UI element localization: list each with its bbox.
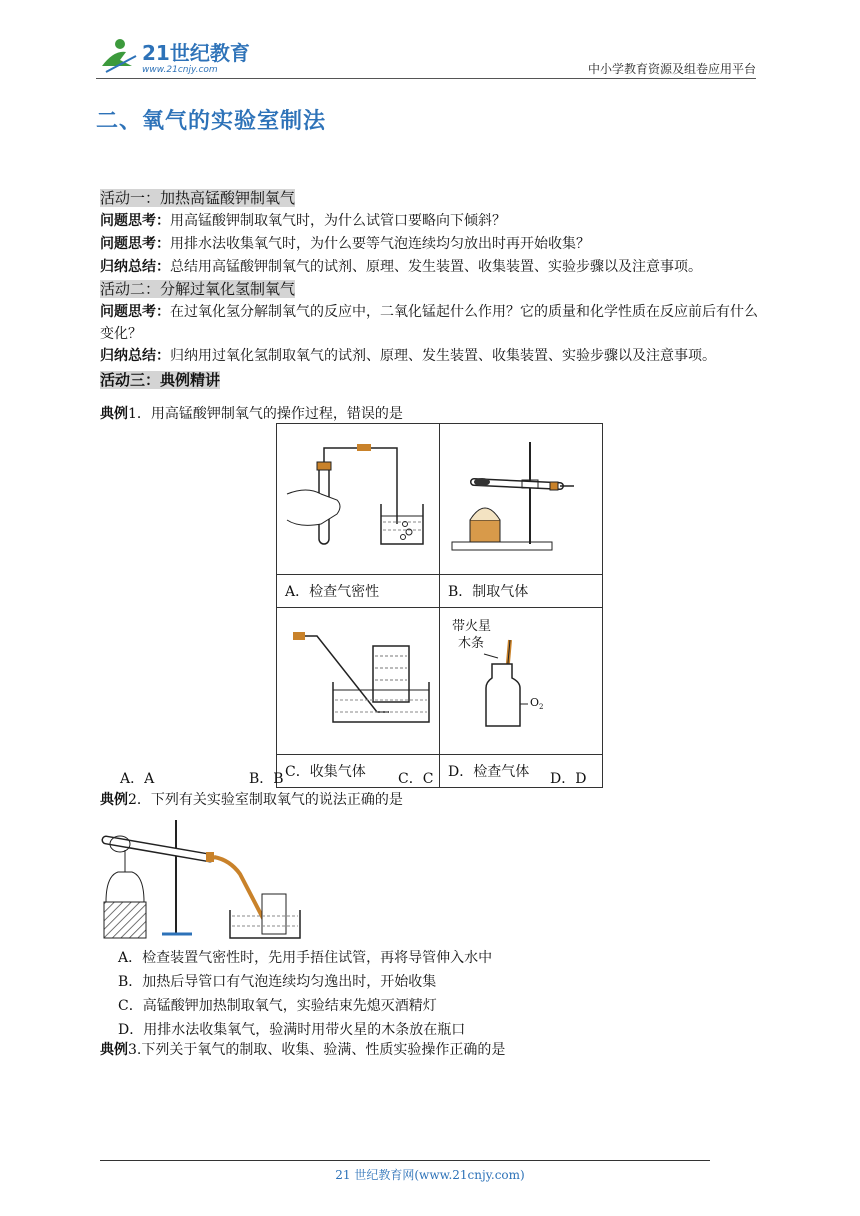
example2-choice-d[interactable]: D．用排水法收集氧气，验满时用带火星的木条放在瓶口 [118, 1022, 466, 1038]
activity1-q1: 问题思考：用高锰酸钾制取氧气时，为什么试管口要略向下倾斜？ [100, 213, 506, 229]
header-divider [96, 78, 756, 79]
logo-url: www.21cnjy.com [142, 65, 218, 75]
page-title: 二、氧气的实验室制法 [96, 109, 327, 134]
example2-choice-b[interactable]: B．加热后导管口有气泡连续均匀逸出时，开始收集 [118, 974, 437, 990]
example2-choice-c[interactable]: C．高锰酸钾加热制取氧气，实验结束先熄灭酒精灯 [118, 998, 437, 1014]
activity1-q2: 问题思考：用排水法收集氧气时，为什么要等气泡连续均匀放出时再开始收集？ [100, 236, 590, 252]
option-b[interactable]: B．B [249, 771, 284, 787]
example1-stem: 典例1．用高锰酸钾制氧气的操作过程，错误的是 [100, 406, 403, 422]
gas-label: $O_2$ [530, 696, 544, 712]
site-logo [96, 36, 256, 76]
activity1-summary: 归纳总结：总结用高锰酸钾制氧气的试剂、原理、发生装置、收集装置、实验步骤以及注意事项。 [100, 259, 702, 275]
activity2-question: 问题思考：在过氧化氢分解制氧气的反应中，二氧化锰起什么作用？它的质量和化学性质在反应前后有什么变化？ [100, 304, 758, 342]
example3-stem: 典例3.下列关于氧气的制取、收集、验满、性质实验操作正确的是 [100, 1042, 506, 1058]
option-d[interactable]: D．D [550, 771, 587, 787]
match-label-2: 木条 [458, 636, 485, 651]
figure-c-collect-gas [277, 608, 440, 755]
example2-choice-a[interactable]: A．检查装置气密性时，先用手捂住试管，再将导管伸入水中 [118, 950, 493, 966]
logo-text: 21世纪教育 [142, 41, 250, 65]
activity3-heading: 活动三：典例精讲 [100, 371, 221, 389]
caption-a: A．检查气密性 [277, 575, 440, 608]
activity2-summary: 归纳总结：归纳用过氧化氢制取氧气的试剂、原理、发生装置、收集装置、实验步骤以及注意事项。 [100, 348, 716, 364]
option-a[interactable]: A．A [120, 771, 155, 787]
caption-d: D．检查气体 [440, 755, 603, 788]
option-c[interactable]: C．C [398, 771, 434, 787]
example2-stem: 典例2．下列有关实验室制取氧气的说法正确的是 [100, 792, 403, 808]
caption-c: C．收集气体 [277, 755, 440, 788]
footer-divider [100, 1160, 710, 1161]
example1-figure-grid [276, 423, 603, 788]
activity1-heading: 活动一：加热高锰酸钾制氧气 [100, 189, 296, 207]
figure-a-airtight-check [277, 424, 440, 575]
caption-b: B．制取气体 [440, 575, 603, 608]
activity2-heading: 活动二：分解过氧化氢制氧气 [100, 280, 296, 298]
figure-d-check-gas [440, 608, 603, 755]
footer-text: 21 世纪教育网(www.21cnjy.com) [335, 1168, 525, 1182]
figure-b-produce-gas [440, 424, 603, 575]
match-label-1: 带火星 [452, 619, 492, 634]
header-right-text: 中小学教育资源及组卷应用平台 [587, 62, 756, 76]
example2-apparatus-figure [100, 814, 310, 942]
